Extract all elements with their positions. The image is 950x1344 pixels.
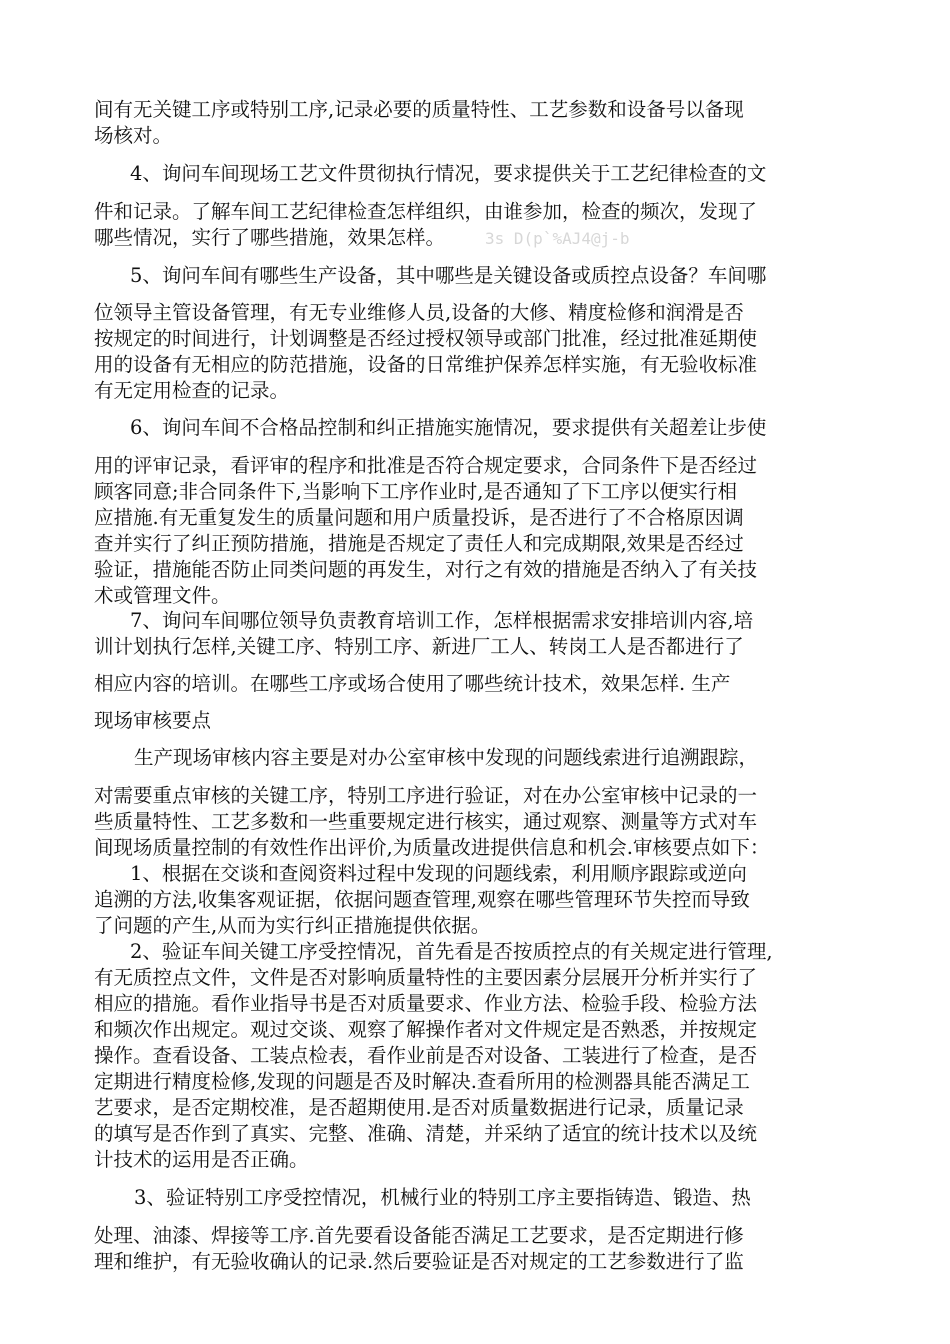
point-3-start: 3、验证特别工序受控情况，机械行业的特别工序主要指铸造、锻造、热	[134, 1186, 751, 1209]
text-line: 追溯的方法,收集客观证据，依据问题查管理,观察在哪些管理环节失控而导致	[94, 888, 750, 911]
paragraph-7-start: 7、询问车间哪位领导负责教育培训工作，怎样根据需求安排培训内容,培	[130, 609, 754, 632]
text-line: 相应内容的培训。在哪些工序或场合使用了哪些统计技术，效果怎样. 生产	[94, 672, 731, 695]
text-line: 操作。查看设备、工装点检表，看作业前是否对设备、工装进行了检查，是否	[94, 1044, 758, 1067]
text-line: 间现场质量控制的有效性作出评价,为质量改进提供信息和机会.审核要点如下：	[94, 836, 770, 859]
section-intro: 生产现场审核内容主要是对办公室审核中发现的问题线索进行追溯跟踪，	[134, 746, 759, 769]
text-line: 艺要求，是否定期校准，是否超期使用.是否对质量数据进行记录，质量记录	[94, 1096, 744, 1119]
text-line: 的填写是否作到了真实、完整、准确、清楚，并采纳了适宜的统计技术以及统	[94, 1122, 758, 1145]
text-line: 顾客同意;非合同条件下,当影响下工序作业时,是否通知了下工序以便实行相	[94, 480, 737, 503]
text-line: 理和维护，有无验收确认的记录.然后要验证是否对规定的工艺参数进行了监	[94, 1250, 744, 1273]
text-line: 计技术的运用是否正确。	[94, 1148, 309, 1171]
text-line: 些质量特性、工艺多数和一些重要规定进行核实，通过观察、测量等方式对车	[94, 810, 758, 833]
point-1-start: 1、根据在交谈和查阅资料过程中发现的问题线索，利用顺序跟踪或逆向	[130, 862, 747, 885]
paragraph-6-start: 6、询问车间不合格品控制和纠正措施实施情况，要求提供有关超差让步使	[130, 416, 767, 439]
text-line: 用的评审记录，看评审的程序和批准是否符合规定要求，合同条件下是否经过	[94, 454, 758, 477]
text-line: 了问题的产生,从而为实行纠正措施提供依据。	[94, 914, 491, 937]
watermark-text: 3s D(p`%AJ4@j-b	[485, 229, 630, 248]
text-line: 定期进行精度检修,发现的问题是否及时解决.查看所用的检测器具能否满足工	[94, 1070, 750, 1093]
text-line: 应措施.有无重复发生的质量问题和用户质量投诉，是否进行了不合格原因调	[94, 506, 744, 529]
section-heading: 现场审核要点	[94, 709, 212, 732]
text-line: 验证，措施能否防止同类问题的再发生，对行之有效的措施是否纳入了有关技	[94, 558, 758, 581]
text-line-content: 哪些情况，实行了哪些措施，效果怎样。	[94, 226, 446, 249]
text-line: 间有无关键工序或特别工序,记录必要的质量特性、工艺参数和设备号以备现	[94, 98, 744, 121]
text-line: 件和记录。了解车间工艺纪律检查怎样组织，由谁参加，检查的频次，发现了	[94, 200, 758, 223]
text-line: 术或管理文件。	[94, 584, 231, 607]
paragraph-5-start: 5、询问车间有哪些生产设备，其中哪些是关键设备或质控点设备？车间哪	[130, 264, 767, 287]
text-line	[94, 225, 857, 252]
point-2-start: 2、验证车间关键工序受控情况，首先看是否按质控点的有关规定进行管理,	[130, 940, 773, 963]
text-line: 按规定的时间进行，计划调整是否经过授权领导或部门批准，经过批准延期使	[94, 327, 758, 350]
text-line: 位领导主管设备管理，有无专业维修人员,设备的大修、精度检修和润滑是否	[94, 301, 744, 324]
text-line: 对需要重点审核的关键工序，特别工序进行验证，对在办公室审核中记录的一	[94, 784, 758, 807]
text-line: 处理、油漆、焊接等工序.首先要看设备能否满足工艺要求，是否定期进行修	[94, 1224, 744, 1247]
text-line: 相应的措施。看作业指导书是否对质量要求、作业方法、检验手段、检验方法	[94, 992, 758, 1015]
text-line: 场核对。	[94, 124, 173, 147]
text-line: 有无质控点文件，文件是否对影响质量特性的主要因素分层展开分析并实行了	[94, 966, 758, 989]
text-line: 和频次作出规定。观过交谈、观察了解操作者对文件规定是否熟悉，并按规定	[94, 1018, 758, 1041]
paragraph-4-start: 4、询问车间现场工艺文件贯彻执行情况，要求提供关于工艺纪律检查的文	[130, 162, 767, 185]
text-line: 查并实行了纠正预防措施，措施是否规定了责任人和完成期限,效果是否经过	[94, 532, 744, 555]
text-line: 有无定用检查的记录。	[94, 379, 290, 402]
text-line: 用的设备有无相应的防范措施，设备的日常维护保养怎样实施，有无验收标准	[94, 353, 758, 376]
text-line: 训计划执行怎样,关键工序、特别工序、新进厂工人、转岗工人是否都进行了	[94, 635, 744, 658]
